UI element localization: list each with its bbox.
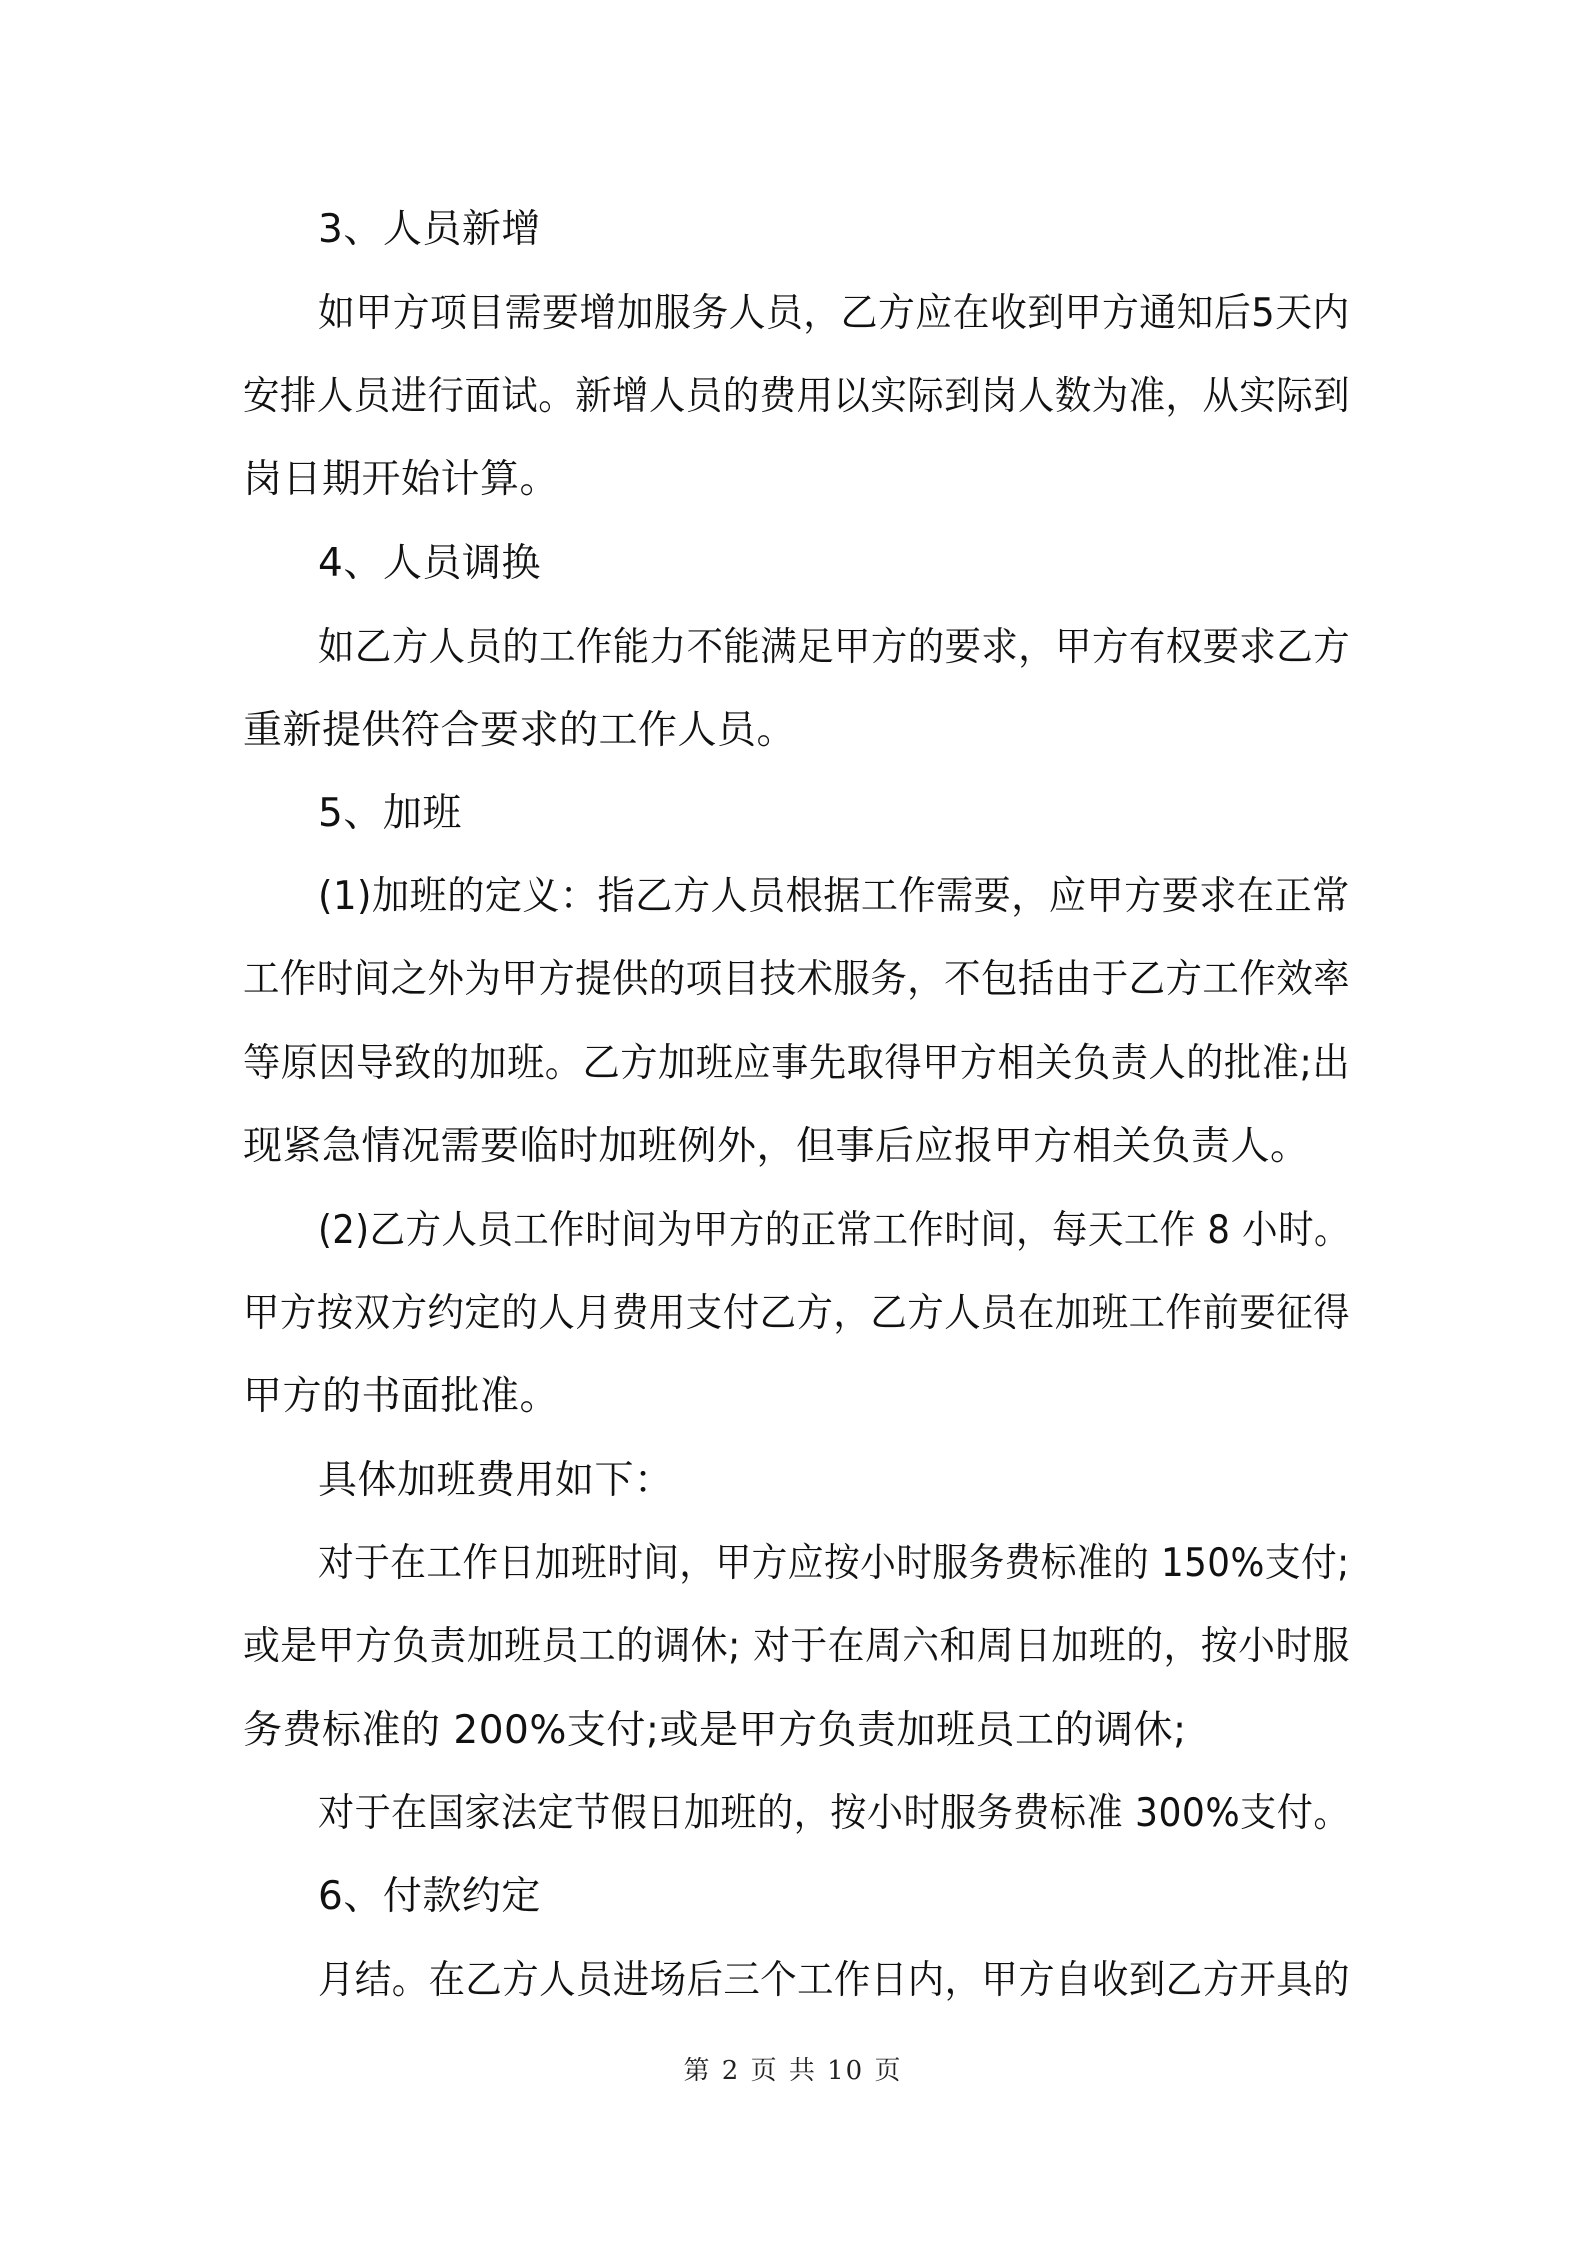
paragraph-line: 具体加班费用如下： bbox=[318, 1458, 674, 1503]
paragraph-line: 务费标准的 200%支付;或是甲方负责加班员工的调休; bbox=[243, 1708, 1187, 1753]
paragraph-line: 岗日期开始计算。 bbox=[243, 457, 560, 502]
paragraph-line: (1)加班的定义：指乙方人员根据工作需要，应甲方要求在正常 bbox=[318, 874, 1350, 919]
heading-overtime: 5、加班 bbox=[318, 791, 462, 836]
paragraph-line: 安排人员进行面试。新增人员的费用以实际到岗人数为准，从实际到 bbox=[243, 374, 1351, 419]
page-footer: 第 2 页 共 10 页 bbox=[683, 2056, 903, 2086]
paragraph-line: 如乙方人员的工作能力不能满足甲方的要求，甲方有权要求乙方 bbox=[318, 625, 1351, 670]
paragraph-line: 或是甲方负责加班员工的调休; 对于在周六和周日加班的，按小时服 bbox=[243, 1624, 1350, 1669]
paragraph-line: 对于在工作日加班时间，甲方应按小时服务费标准的 150%支付; bbox=[318, 1541, 1350, 1586]
paragraph-line: 等原因导致的加班。乙方加班应事先取得甲方相关负责人的批准;出 bbox=[243, 1041, 1351, 1086]
heading-staff-addition: 3、人员新增 bbox=[318, 207, 541, 252]
paragraph-line: 现紧急情况需要临时加班例外，但事后应报甲方相关负责人。 bbox=[243, 1124, 1310, 1169]
paragraph-line: 工作时间之外为甲方提供的项目技术服务，不包括由于乙方工作效率 bbox=[243, 957, 1351, 1002]
paragraph-line: 如甲方项目需要增加服务人员，乙方应在收到甲方通知后5天内 bbox=[318, 291, 1350, 336]
paragraph-line: (2)乙方人员工作时间为甲方的正常工作时间，每天工作 8 小时。 bbox=[318, 1208, 1350, 1253]
paragraph-line: 甲方的书面批准。 bbox=[243, 1374, 560, 1419]
paragraph-line: 甲方按双方约定的人月费用支付乙方，乙方人员在加班工作前要征得 bbox=[243, 1291, 1351, 1336]
paragraph-line: 重新提供符合要求的工作人员。 bbox=[243, 708, 797, 753]
heading-payment-terms: 6、付款约定 bbox=[318, 1874, 541, 1919]
heading-staff-replacement: 4、人员调换 bbox=[318, 541, 541, 586]
paragraph-line: 对于在国家法定节假日加班的，按小时服务费标准 300%支付。 bbox=[318, 1791, 1350, 1836]
paragraph-line: 月结。在乙方人员进场后三个工作日内，甲方自收到乙方开具的 bbox=[318, 1958, 1351, 2003]
